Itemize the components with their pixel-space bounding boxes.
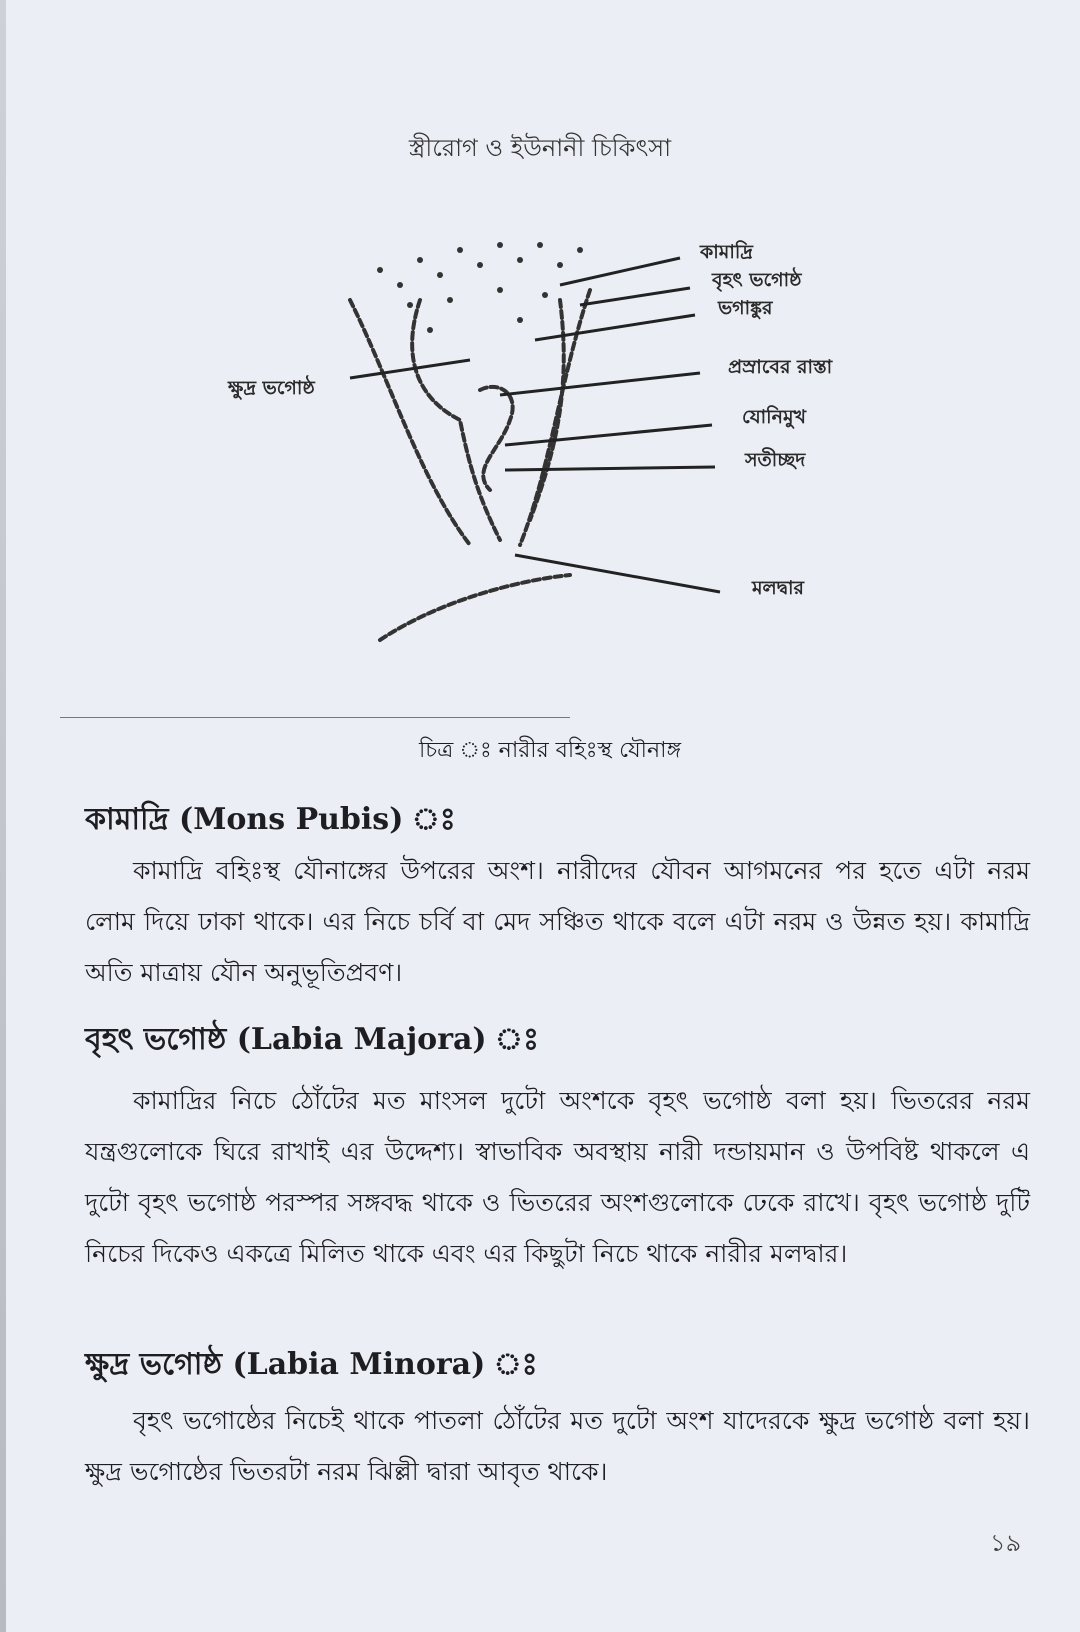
figure-caption: চিত্র ঃ নারীর বহিঃস্থ যৌনাঙ্গ [418,738,682,763]
divider-line [60,717,570,718]
paragraph-labia-majora [85,1075,1030,1279]
label-labia-minora: ক্ষুদ্র ভগোষ্ঠ [228,377,315,399]
label-mons-pubis: কামাদ্রি [700,241,753,263]
label-vaginal-orifice: যোনিমুখ [742,406,806,428]
heading-mons-pubis: কামাদ্রি (Mons Pubis) ঃ [85,802,456,837]
pubic-hair-dots [377,242,583,333]
paragraph-text: কামাদ্রি বহিঃস্থ যৌনাঙ্গের উপরের অংশ। নারীদের যৌবন আগমনের পর হতে এটা নরম লোম দিয়ে ঢাকা থাকে। এর নিচে চর্বি বা মেদ সঞ্চিত থাকে বলে এটা নরম ও উন্নত হয়। কামাদ্রি অতি মাত্রায় যৌন অনুভূতিপ্রবণ। [85,856,1030,987]
label-hymen: সতীচ্ছদ [745,449,806,471]
label-clitoris: ভগাঙ্কুর [718,297,773,319]
paragraph-labia-minora [85,1395,1030,1497]
label-urethral-orifice: প্রস্রাবের রাস্তা [728,356,833,378]
label-labia-majora: বৃহৎ ভগোষ্ঠ [712,269,802,291]
paragraph-text: কামাদ্রির নিচে ঠোঁটের মত মাংসল দুটো অংশকে বৃহৎ ভগোষ্ঠ বলা হয়। ভিতরের নরম যন্ত্রগুলোকে ঘিরে রাখাই এর উদ্দেশ্য। স্বাভাবিক অবস্থায় নারী দন্ডায়মান ও উপবিষ্ট থাকলে এ দুটো বৃহৎ ভগোষ্ঠ পরস্পর সঙ্গবদ্ধ থাকে ও ভিতরের অংশগুলোকে ঢেকে রাখে। বৃহৎ ভগোষ্ঠ দুটি নিচের দিকেও একত্রে মিলিত থাকে এবং এর কিছুটা নিচে থাকে নারীর মলদ্বার। [85,1086,1030,1268]
heading-labia-minora: ক্ষুদ্র ভগোষ্ঠ (Labia Minora) ঃ [85,1347,538,1382]
anatomy-diagram [0,0,1080,700]
page-number: ১৯ [990,1529,1022,1557]
diagram-outline [350,290,590,640]
paragraph-text: বৃহৎ ভগোষ্ঠের নিচেই থাকে পাতলা ঠোঁটের মত দুটো অংশ যাদেরকে ক্ষুদ্র ভগোষ্ঠ বলা হয়। ক্ষুদ্র ভগোষ্ঠের ভিতরটা নরম ঝিল্লী দ্বারা আবৃত থাকে। [85,1406,1030,1486]
paragraph-mons-pubis [85,845,1030,998]
running-head: স্ত্রীরোগ ও ইউনানী চিকিৎসা [408,134,672,162]
label-anus: মলদ্বার [752,577,804,599]
heading-labia-majora: বৃহৎ ভগোষ্ঠ (Labia Majora) ঃ [85,1022,540,1057]
